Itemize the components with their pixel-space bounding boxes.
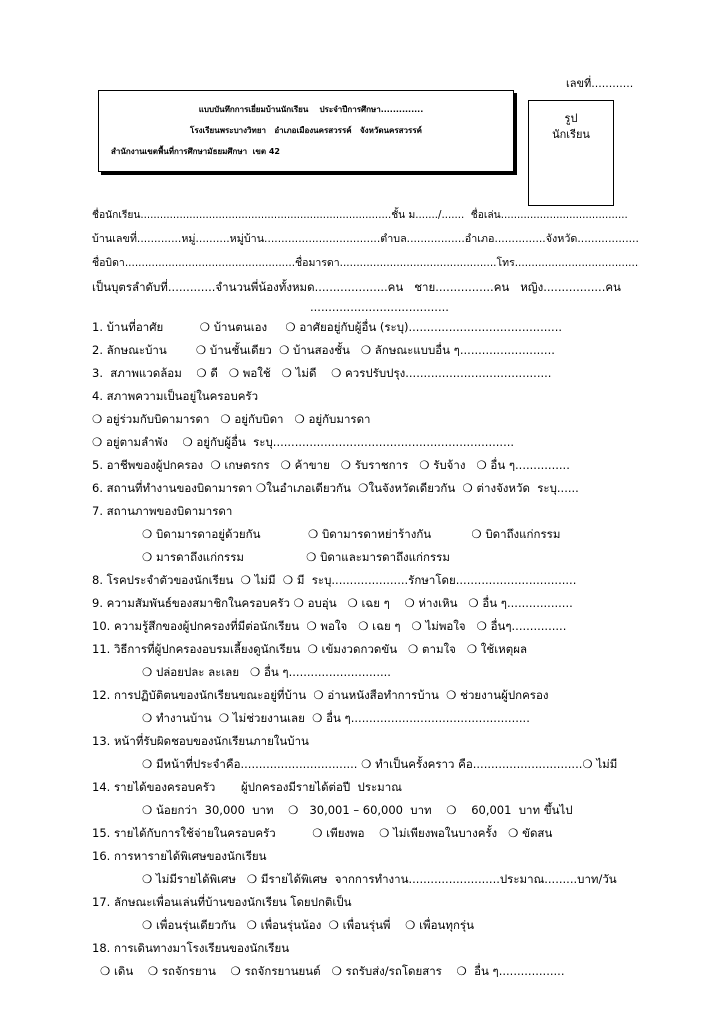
item-12-options[interactable]: ❍ ทำงานบ้าน ❍ ไม่ช่วยงานเลย ❍ อื่น ๆ.................................................	[142, 711, 530, 725]
siblings-line[interactable]: เป็นบุตรลำดับที่.............จำนวนพี่น้องทั้งหมด....................คน ชาย................คน หญิง.................คน	[92, 280, 621, 294]
item-16-options[interactable]: ❍ ไม่มีรายได้พิเศษ ❍ มีรายได้พิเศษ จากการทำงาน.........................ประมาณ.........บาท/วัน	[142, 872, 617, 886]
item-14-heading: 14. รายได้ของครอบครัว ผู้ปกครองมีรายได้ต่อปี ประมาณ	[92, 780, 402, 794]
photo-label-1: รูป	[564, 112, 578, 125]
extra-line[interactable]: ......................................	[310, 300, 449, 314]
item-17-options[interactable]: ❍ เพื่อนรุ่นเดียวกัน ❍ เพื่อนรุ่นน้อง ❍ เพื่อนรุ่นพี่ ❍ เพื่อนทุกรุ่น	[142, 918, 474, 932]
item-8-disease[interactable]: 8. โรคประจำตัวของนักเรียน ❍ ไม่มี ❍ มี ระบุ.....................รักษาโดย.................................	[92, 573, 577, 587]
parents-line[interactable]: ชื่อบิดา...................................................ชื่อมารดา...............................................โทร.....................................	[92, 257, 639, 269]
item-4-heading: 4. สภาพความเป็นอยู่ในครอบครัว	[92, 389, 259, 403]
item-14-options[interactable]: ❍ น้อยกว่า 30,000 บาท ❍ 30,001 – 60,000 บาท ❍ 60,001 บาท ขึ้นไป	[142, 803, 573, 817]
item-4-options-b[interactable]: ❍ อยู่ตามลำพัง ❍ อยู่กับผู้อื่น ระบุ..................................................................	[92, 435, 515, 449]
address-line[interactable]: บ้านเลขที่.............หมู่..........หมู่บ้าน..................................ตำบล.................อำเภอ...............จังหวัด..................	[92, 232, 639, 245]
item-18-options[interactable]: ❍ เดิน ❍ รถจักรยาน ❍ รถจักรยานยนต์ ❍ รถรับส่ง/รถโดยสาร ❍ อื่น ๆ..................	[100, 964, 565, 978]
photo-label-2: นักเรียน	[552, 128, 590, 141]
school-name: โรงเรียนพระบางวิทยา อำเภอเมืองนครสวรรค์ จังหวัดนครสวรรค์	[190, 126, 422, 135]
item-18-heading: 18. การเดินทางมาโรงเรียนของนักเรียน	[92, 941, 290, 955]
item-13-heading: 13. หน้าที่รับผิดชอบของนักเรียนภายในบ้าน	[92, 734, 309, 748]
form-header	[98, 90, 514, 172]
item-7-options-b[interactable]: ❍ มารดาถึงแก่กรรม ❍ บิดาและมารดาถึงแก่กรรม	[142, 550, 450, 564]
item-2-house-type[interactable]: 2. ลักษณะบ้าน ❍ บ้านชั้นเดียว ❍ บ้านสองชั้น ❍ ลักษณะแบบอื่น ๆ..........................	[92, 343, 555, 357]
item-16-heading: 16. การหารายได้พิเศษของนักเรียน	[92, 849, 267, 863]
item-5-occupation[interactable]: 5. อาชีพของผู้ปกครอง ❍ เกษตรกร ❍ ค้าขาย ❍ รับราชการ ❍ รับจ้าง ❍ อื่น ๆ...............	[92, 458, 570, 472]
item-15-expenses[interactable]: 15. รายได้กับการใช้จ่ายในครอบครัว ❍ เพียงพอ ❍ ไม่เพียงพอในบางครั้ง ❍ ขัดสน	[92, 826, 553, 840]
item-9-family-relation[interactable]: 9. ความสัมพันธ์ของสมาชิกในครอบครัว ❍ อบอุ่น ❍ เฉย ๆ ❍ ห่างเหิน ❍ อื่น ๆ..................	[92, 596, 573, 610]
item-4-options-a[interactable]: ❍ อยู่ร่วมกับบิดามารดา ❍ อยู่กับบิดา ❍ อยู่กับมารดา	[92, 412, 371, 426]
student-name-line[interactable]: ชื่อนักเรียน.............................................................................ชั้น ม......./....... ชื่อเล่น.......................................	[92, 209, 628, 221]
item-1-residence[interactable]: 1. บ้านที่อาศัย ❍ บ้านตนเอง ❍ อาศัยอยู่กับผู้อื่น (ระบุ)..........................................	[92, 320, 563, 334]
item-10-parent-feeling[interactable]: 10. ความรู้สึกของผู้ปกครองที่มีต่อนักเรียน ❍ พอใจ ❍ เฉย ๆ ❍ ไม่พอใจ ❍ อื่นๆ...............	[92, 619, 567, 633]
item-7-heading: 7. สถานภาพของบิดามารดา	[92, 504, 233, 518]
student-photo-box	[528, 100, 614, 206]
document-number: เลขที่............	[566, 77, 634, 90]
education-office: สำนักงานเขตพื้นที่การศึกษามัธยมศึกษา เขต 42	[111, 147, 280, 156]
item-11-options[interactable]: ❍ ปล่อยปละ ละเลย ❍ อื่น ๆ............................	[142, 665, 391, 679]
item-3-environment[interactable]: 3. สภาพแวดล้อม ❍ ดี ❍ พอใช้ ❍ ไม่ดี ❍ ควรปรับปรุง........................................	[92, 366, 552, 380]
item-11-upbringing[interactable]: 11. วิธีการที่ผู้ปกครองอบรมเลี้ยงดูนักเรียน ❍ เข้มงวดกวดขัน ❍ ตามใจ ❍ ใช้เหตุผล	[92, 642, 527, 656]
item-12-behavior[interactable]: 12. การปฏิบัติตนของนักเรียนขณะอยู่ที่บ้าน ❍ อ่านหนังสือทำการบ้าน ❍ ช่วยงานผู้ปกครอง	[92, 688, 549, 702]
form-title: แบบบันทึกการเยี่ยมบ้านนักเรียน ประจำปีการศึกษา..............	[198, 105, 424, 114]
item-6-workplace[interactable]: 6. สถานที่ทำงานของบิดามารดา ❍ในอำเภอเดียวกัน ❍ในจังหวัดเดียวกัน ❍ ต่างจังหวัด ระบุ......	[92, 481, 579, 495]
item-7-options-a[interactable]: ❍ บิดามารดาอยู่ด้วยกัน ❍ บิดามารดาหย่าร้างกัน ❍ บิดาถึงแก่กรรม	[142, 527, 561, 541]
item-13-options[interactable]: ❍ มีหน้าที่ประจำคือ................................ ❍ ทำเป็นครั้งคราว คือ..............................❍ ไม่มี	[142, 757, 618, 771]
item-17-heading: 17. ลักษณะเพื่อนเล่นที่บ้านของนักเรียน โดยปกติเป็น	[92, 895, 352, 909]
